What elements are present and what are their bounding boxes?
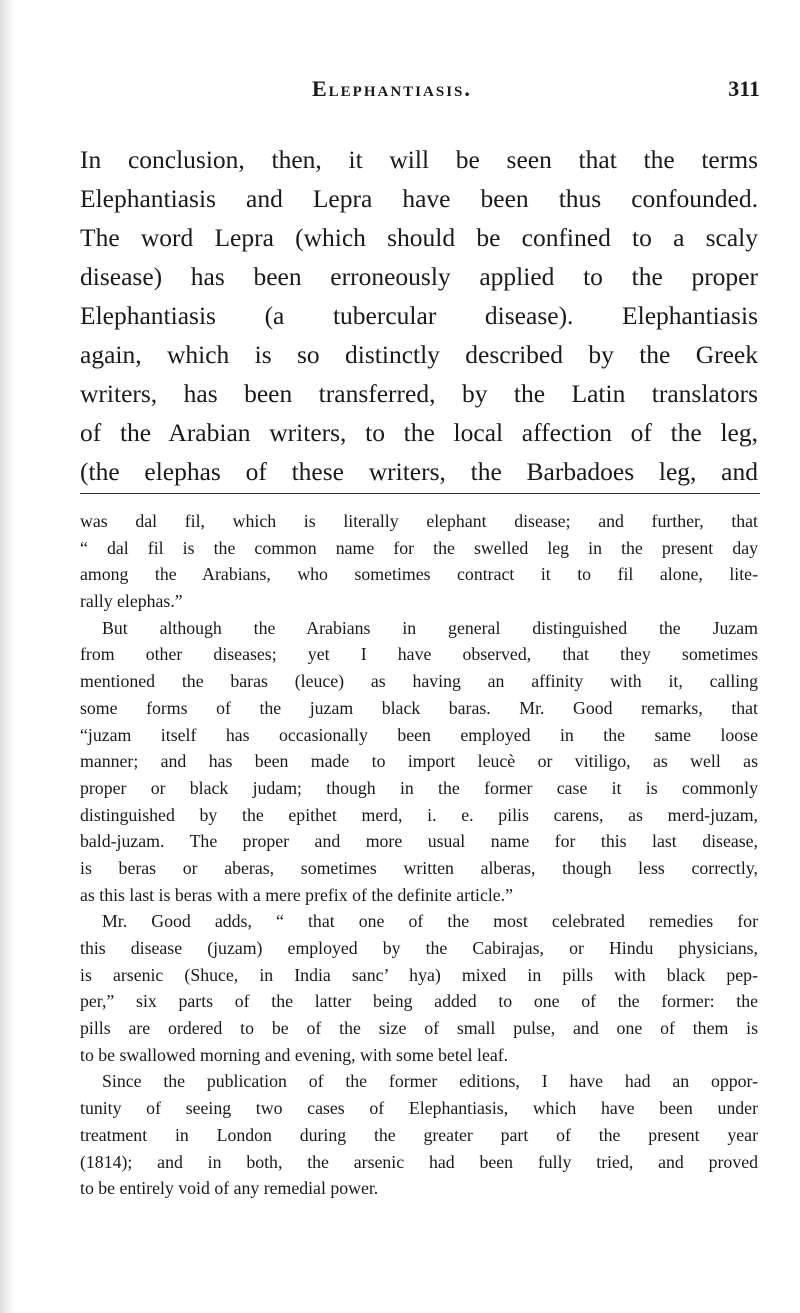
note-line: But although the Arabians in general distinguished the Juzam <box>102 617 758 638</box>
note-line: manner; and has been made to import leucè or vitiligo, as well as <box>80 751 758 772</box>
note-line: treatment in London during the greater part of the present year <box>80 1124 758 1145</box>
note-line: among the Arabians, who sometimes contract it to fil alone, lite- <box>80 564 758 585</box>
note-line: Since the publication of the former editions, I have had an oppor- <box>102 1071 758 1092</box>
note-line: was dal fil, which is literally elephant disease; and further, that <box>80 511 758 531</box>
footnote-text <box>80 508 758 1202</box>
note-line: “juzam itself has occasionally been employed in the same loose <box>80 724 758 745</box>
note-line: “ dal fil is the common name for the swelled leg in the present day <box>80 537 758 558</box>
footnote-divider <box>80 493 760 494</box>
body-line: of the Arabian writers, to the local affection of the leg, <box>80 418 758 447</box>
running-title: Elephantiasis. <box>312 76 472 101</box>
body-line: In conclusion, then, it will be seen that the terms <box>80 145 758 174</box>
note-line: mentioned the baras (leuce) as having an affinity with it, calling <box>80 671 758 692</box>
note-line: rally elephas.” <box>80 591 183 612</box>
body-line: Elephantiasis (a tubercular disease). Elephantiasis <box>80 301 758 330</box>
note-line: Mr. Good adds, “ that one of the most celebrated remedies for <box>102 911 758 932</box>
body-line: (the elephas of these writers, the Barbadoes leg, and <box>80 457 758 486</box>
body-line: disease) has been erroneously applied to the proper <box>80 262 758 291</box>
page-header <box>80 76 760 112</box>
note-line: tunity of seeing two cases of Elephantiasis, which have been under <box>80 1098 758 1119</box>
note-line: to be entirely void of any remedial power. <box>80 1178 379 1199</box>
body-line: Elephantiasis and Lepra have been thus confounded. <box>80 184 758 213</box>
note-line: as this last is beras with a mere prefix of the definite article.” <box>80 884 514 905</box>
note-line: this disease (juzam) employed by the Cabirajas, or Hindu physicians, <box>80 938 758 958</box>
body-line: The word Lepra (which should be confined to a scaly <box>80 223 758 252</box>
note-line: to be swallowed morning and evening, with some betel leaf. <box>80 1044 509 1065</box>
body-line: writers, has been transferred, by the Latin translators <box>80 379 758 408</box>
note-line: per,” six parts of the latter being added to one of the former: the <box>80 991 758 1012</box>
page-number: 311 <box>728 76 760 101</box>
note-line: bald-juzam. The proper and more usual name for this last disease, <box>80 831 758 852</box>
page-gutter-shadow <box>0 0 14 1313</box>
note-line: some forms of the juzam black baras. Mr. Good remarks, that <box>80 697 758 718</box>
main-body-text <box>80 140 758 491</box>
note-line: is beras or aberas, sometimes written alberas, though less correctly, <box>80 857 758 878</box>
note-line: proper or black judam; though in the former case it is commonly <box>80 777 758 798</box>
note-line: is arsenic (Shuce, in India sanc’ hya) mixed in pills with black pep- <box>80 964 758 985</box>
note-line: (1814); and in both, the arsenic had been fully tried, and proved <box>80 1151 758 1172</box>
note-line: distinguished by the epithet merd, i. e. pilis carens, as merd-juzam, <box>80 804 758 825</box>
note-line: pills are ordered to be of the size of small pulse, and one of them is <box>80 1018 758 1039</box>
body-line: again, which is so distinctly described by the Greek <box>80 340 758 369</box>
note-line: from other diseases; yet I have observed, that they sometimes <box>80 644 758 665</box>
